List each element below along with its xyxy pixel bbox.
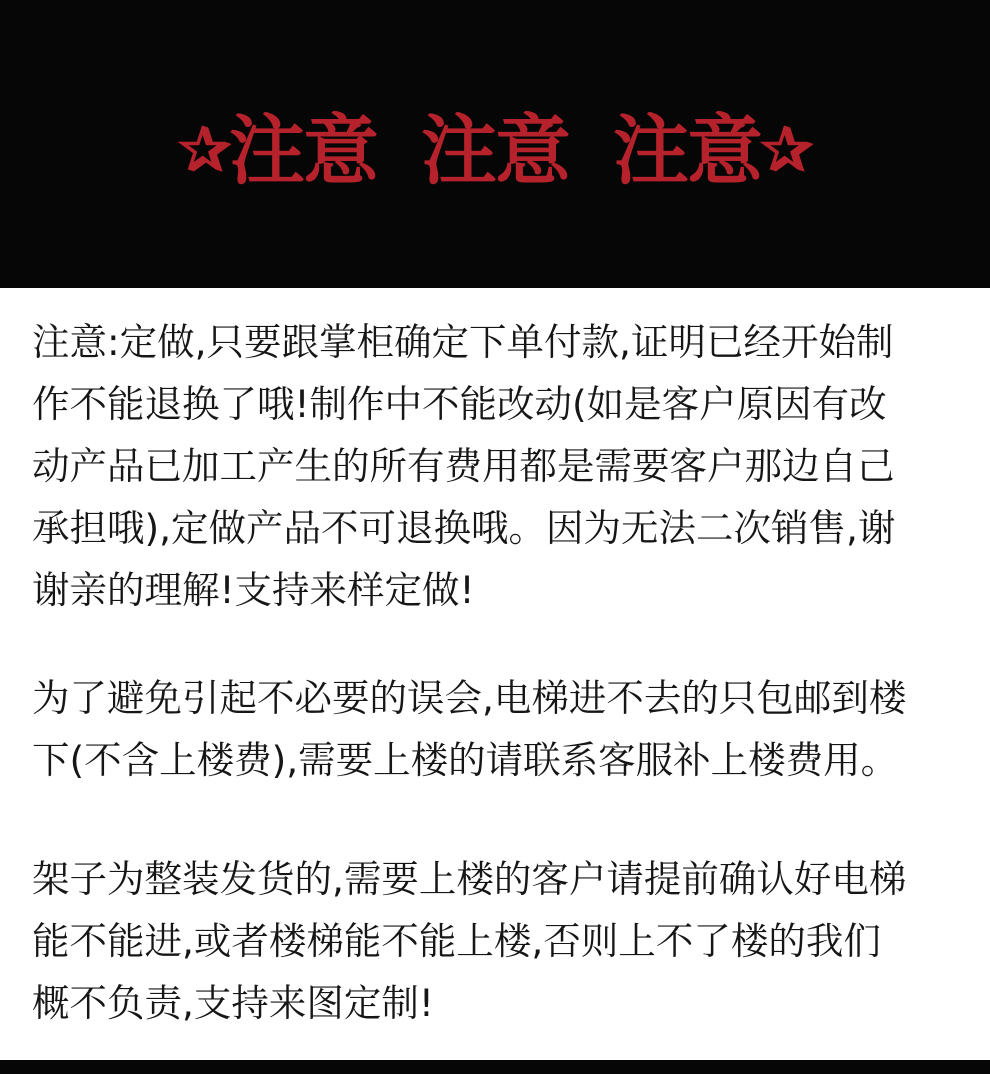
banner-word-2: 注意 xyxy=(421,106,569,195)
notice-paragraph-elevator xyxy=(32,667,962,791)
star-right-icon: ✰ xyxy=(761,113,811,186)
text-line: 动产品已加工产生的所有费用都是需要客户那边自己 xyxy=(32,444,895,488)
text-line: 架子为整装发货的,需要上楼的客户请提前确认好电梯 xyxy=(32,857,907,901)
star-left-icon: ✰ xyxy=(179,113,229,186)
text-line: 承担哦),定做产品不可退换哦。因为无法二次销售,谢 xyxy=(32,506,896,550)
text-line: 概不负责,支持来图定制! xyxy=(32,981,434,1025)
text-line: 能不能进,或者楼梯能不能上楼,否则上不了楼的我们 xyxy=(32,919,881,963)
banner-word-3: 注意 xyxy=(613,106,761,195)
banner-word-1: 注意 xyxy=(229,106,377,195)
notice-paragraph-assembly xyxy=(32,848,962,1034)
notice-paragraph-custom-order xyxy=(32,311,962,621)
text-line: 注意:定做,只要跟掌柜确定下单付款,证明已经开始制 xyxy=(32,320,894,364)
warning-banner xyxy=(0,0,990,288)
text-line: 为了避免引起不必要的误会,电梯进不去的只包邮到楼 xyxy=(32,676,907,720)
text-line: 下(不含上楼费),需要上楼的请联系客服补上楼费用。 xyxy=(32,738,899,782)
text-line: 作不能退换了哦!制作中不能改动(如是客户原因有改 xyxy=(32,382,887,426)
notice-content xyxy=(0,288,990,1060)
banner-title xyxy=(0,100,990,200)
text-line: 谢亲的理解!支持来样定做! xyxy=(32,568,475,612)
bottom-divider xyxy=(0,1060,990,1074)
